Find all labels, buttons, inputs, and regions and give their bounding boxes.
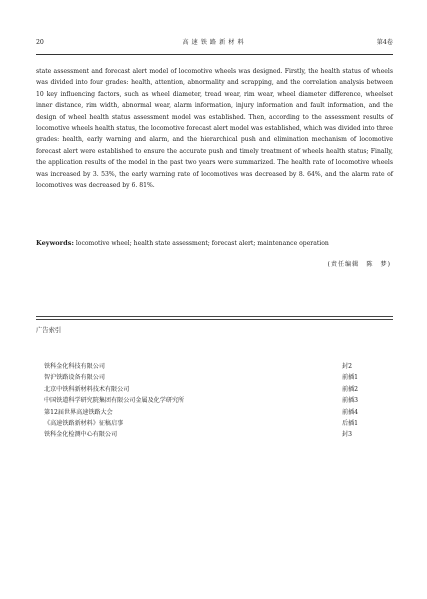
abstract-text: state assessment and forecast alert model of locomotive wheels was designed. Firstly, the health status of wheels was divided into four grades: health, attention, abnormality and scrapping, and the correlation analysis between 10 key influencing factors, such as wheel diameter, tread wear, rim wear, wheel diameter difference, wheelset inner distance, rim width, abnormal wear, alarm information, injury information and fault information, and the design of wheel health status assessment model was established. Then, according to the assessment results of locomotive wheels health status, the locomotive forecast alert model was established, which was divided into three grades: health, early warning and alarm, and the hierarchical push and elimination mechanism of locomotive forecast alert were established to ensure the accurate push and timely treatment of wheels health status; Finally, the application results of the model in the past two years were summarized. The health rate of locomotive wheels was increased by 3. 53%, the early warning rate of locomotives was decreased by 8. 64%, and the alarm rate of locomotives was decreased by 6. 81%. (36, 68, 393, 190)
header-divider (36, 54, 393, 55)
abstract-section (36, 66, 393, 191)
advertiser-name: 铁科金化检测中心有限公司 (44, 431, 118, 439)
ad-page-position: 前插3 (342, 397, 359, 405)
ad-index-entry (44, 372, 364, 383)
advertiser-name: 第12届世界高速铁路大会 (44, 408, 113, 416)
ad-page-position: 封3 (342, 431, 352, 439)
responsible-editor: (责任编辑 陈 梦) (327, 261, 391, 268)
ad-index-entry (44, 361, 364, 372)
section-divider-bottom (36, 319, 393, 320)
ad-page-position: 前插1 (342, 374, 359, 382)
advertiser-name: 中国铁道科学研究院集团有限公司金属及化学研究所 (44, 397, 185, 405)
ad-page-position: 后插1 (342, 419, 359, 427)
keywords-line (36, 238, 393, 249)
ad-index-entry (44, 429, 364, 440)
advertiser-name: 智沪铁路设备有限公司 (44, 374, 105, 382)
advertiser-name: 《高速铁路新材料》征稿启事 (44, 419, 124, 427)
ad-page-position: 前插2 (342, 385, 359, 393)
page-number: 20 (36, 39, 44, 46)
section-divider-top (36, 316, 393, 317)
running-header (36, 36, 393, 50)
advertiser-name: 北京中铁科新材料技术有限公司 (44, 385, 130, 393)
ad-page-position: 封2 (342, 363, 352, 370)
keywords-text: locomotive wheel; health state assessment; forecast alert; maintenance operation (73, 240, 329, 247)
ad-page-position: 前插4 (342, 408, 359, 416)
ad-index-entry (44, 407, 364, 418)
ad-index-entry (44, 395, 364, 406)
ad-index-entry (44, 384, 364, 395)
ad-index-list (44, 361, 364, 441)
journal-title: 高速铁路新材料 (182, 39, 247, 46)
ad-index-title: 广告索引 (36, 327, 62, 334)
advertiser-name: 铁科金化科技有限公司 (44, 363, 105, 370)
volume-number: 第4卷 (376, 39, 393, 46)
ad-index-entry (44, 418, 364, 429)
keywords-label: Keywords: (36, 239, 74, 247)
